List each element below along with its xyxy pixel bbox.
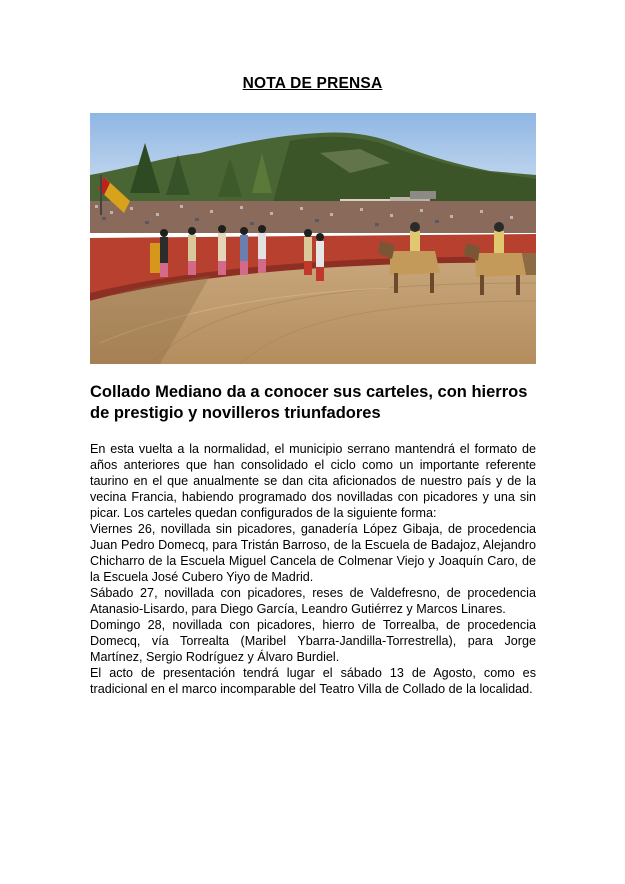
paragraph-intro: En esta vuelta a la normalidad, el municipio serrano mantendrá el formato de años anteriores que han consolidado el ciclo como un importante referente taurino en el que anualmente se dan cita aficionados de nuestro país y de la vecina Francia, habiendo programado dos novilladas con picadores y una sin picar. Los carteles quedan configurados de la siguiente forma: bbox=[90, 442, 536, 520]
body-text bbox=[90, 441, 536, 697]
bullring-photo bbox=[90, 113, 536, 364]
page-title: NOTA DE PRENSA bbox=[242, 75, 383, 92]
headline: Collado Mediano da a conocer sus carteles, con hierros de prestigio y novilleros triunfadores bbox=[90, 383, 528, 422]
paragraph-presentacion: El acto de presentación tendrá lugar el sábado 13 de Agosto, como es tradicional en el marco incomparable del Teatro Villa de Collado de la localidad. bbox=[90, 666, 536, 696]
paragraph-viernes: Viernes 26, novillada sin picadores, ganadería López Gibaja, de procedencia Juan Pedro Domecq, para Tristán Barroso, de la Escuela de Badajoz, Alejandro Chicharro de la Escuela Miguel Cancela de Colmenar Viejo y Joaquín Caro, de la Escuela José Cubero Yiyo de Madrid. bbox=[90, 522, 536, 584]
paragraph-sabado: Sábado 27, novillada con picadores, reses de Valdefresno, de procedencia Atanasio-Lisardo, para Diego García, Leandro Gutiérrez y Marcos Linares. bbox=[90, 586, 536, 616]
paragraph-domingo: Domingo 28, novillada con picadores, hierro de Torrealba, de procedencia Domecq, vía Torrealta (Maribel Ybarra-Jandilla-Torrestrella), para Jorge Martínez, Sergio Rodríguez y Álvaro Burdiel. bbox=[90, 618, 536, 664]
